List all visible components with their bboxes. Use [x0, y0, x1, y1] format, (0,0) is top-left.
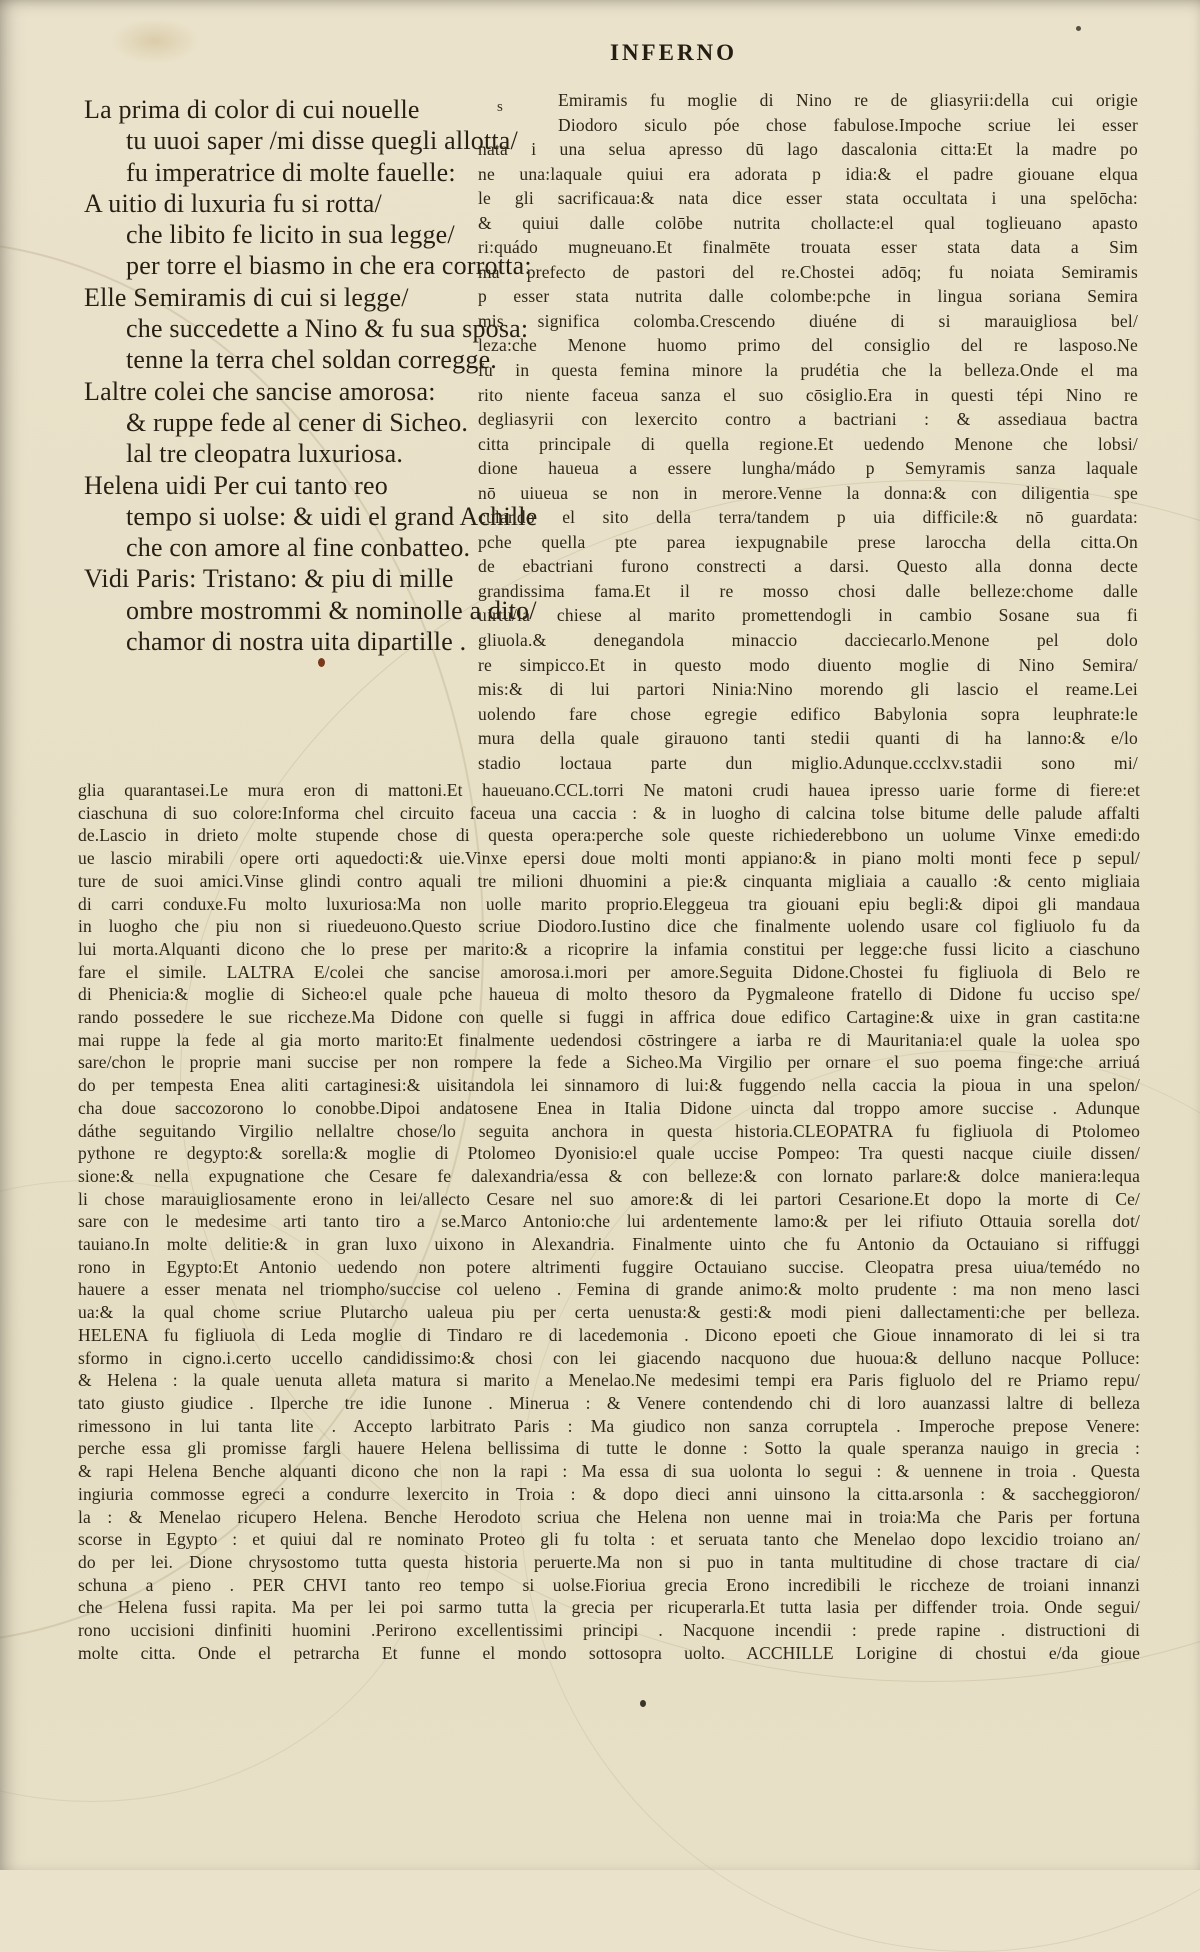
text-line: & rapi Helena Benche alquanti dicono che non la rapi : Ma essa di sua uolonta lo segui : & uennene in troia . Questa	[78, 1461, 1140, 1482]
poem-line: Laltre colei che sancise amorosa:	[84, 376, 436, 406]
commentary-line: culando el sito della terra/tandem p uia difficile:& nō guardata:	[478, 507, 1138, 528]
commentary-line: grandissima fama.Et il re mosso chosi dalle belleze:chome dalle	[478, 580, 1138, 601]
poem-line: tenne la terra chel soldan corregge.	[126, 345, 498, 375]
poem-line: per torre el biasmo in che era corrotta:	[126, 251, 532, 281]
commentary-line: Emiramis fu moglie di Nino re de gliasyrii:della cui origie	[558, 90, 1138, 110]
commentary-column	[478, 88, 1138, 775]
text-line: di carri conduxe.Fu molto luxuriosa:Ma non uolle marito proprio.Eleggeua tra giouani epiu begli:& dipoi gli mandaua	[78, 893, 1140, 914]
poem-line: Vidi Paris: Tristano: & piu di mille	[84, 564, 454, 594]
commentary-line: ri:quádo mugneuano.Et finalmēte trouata esser stata data a Sim	[478, 237, 1138, 258]
text-line: rono uccisioni dinfiniti huomini .Perirono excellentissimi principi . Nacquone incendii : prede rapine . distructioni di	[78, 1620, 1140, 1641]
poem-line: tempo si uolse: & uidi el grand Achille	[126, 501, 538, 531]
poem-line: che libito fe licito in sua legge/	[126, 220, 455, 250]
poem-line: ombre mostrommi & nominolle a dito/	[126, 595, 537, 625]
commentary-line: dione haueua a essere lungha/mádo p Semyramis sanza laquale	[478, 458, 1138, 479]
poem-line: & ruppe fede al cener di Sicheo.	[126, 407, 469, 437]
full-width-commentary	[78, 779, 1140, 1664]
text-line: rono in Egypto:Et Antonio uedendo non potere altrimenti fuggire Octauiano succise. Cleopatra presa uiua/temédo no	[78, 1256, 1140, 1277]
text-line: ciaschuna di suo colore:Informa chel circuito faceua una caccia : & in luogho di calcina tolse bitume delle palude affalti	[78, 802, 1140, 823]
text-line: in luogho che piu non si riuedeuono.Questo scriue Diodoro.Iustino dice che finalmente uolendo usare col figliuolo fu da	[78, 916, 1140, 937]
text-line: do per tempesta Enea aliti cartaginesi:& uisitandola lei sinnamoro di lui:& fuggendo nella caccia la pioua in una spelon/	[78, 1075, 1140, 1096]
guide-letter: s	[497, 99, 503, 115]
commentary-line: mis significa colomba.Crescendo diuéne di si marauigliosa bel/	[478, 310, 1138, 331]
commentary-line: Diodoro siculo póe chose fabulose.Impoche scriue lei esser	[558, 114, 1138, 135]
commentary-line: fu in questa femina minore la prudétia che la belleza.Onde el ma	[478, 360, 1138, 381]
commentary-line: p esser stata nutrita dalle colombe:pche in lingua soriana Semira	[478, 286, 1138, 307]
poem-line: fu imperatrice di molte fauelle:	[126, 157, 456, 187]
running-title: INFERNO	[610, 40, 738, 65]
text-line: rando possedere le sue riccheze.Ma Didone con quelle si fuggi in affrica doue edifico Cartagine:& uixe in gran castita:ne	[78, 1007, 1140, 1028]
poem-line: A uitio di luxuria fu si rotta/	[84, 188, 382, 218]
text-line: schuna a pieno . PER CHVI tanto reo tempo si uolse.Fioriua grecia Erono incredibili le riccheze de troiani innanzi	[78, 1574, 1140, 1595]
text-line: rimessono in lui tanta lite . Accepto larbitrato Paris : Ma giudico non sanza corruptela . Imperoche prepose Venere:	[78, 1415, 1140, 1436]
commentary-line: re simpicco.Et in questo modo diuento moglie di Nino Semira/	[478, 654, 1138, 675]
text-line: ua:& la qual chome scriue Plutarcho ualeua piu per certa uenusta:& gesti:& modi pieni dallectamenti:che per belleza.	[78, 1302, 1140, 1323]
commentary-line: uirtu/la chiese al marito promettendogli in cambio Sosane sua fi	[478, 605, 1138, 626]
poem-line: Helena uidi Per cui tanto reo	[84, 470, 388, 500]
poem-line: che succedette a Nino & fu sua sposa:	[126, 314, 529, 344]
commentary-line: stadio loctaua parte dun miglio.Adunque.ccclxv.stadii sono mi/	[478, 752, 1138, 773]
ink-speck	[640, 1700, 646, 1707]
text-line: hauere a esser menata nel triompho/succise col ueleno . Femina di grande animo:& molto prudente : ma non meno lasci	[78, 1279, 1140, 1300]
text-line: di Phenicia:& moglie di Sicheo:el quale pche haueua di molto thesoro da Pygmaleone fratello di Didone fu ucciso spe/	[78, 984, 1140, 1005]
text-line: mai ruppe la fede al gia morto marito:Et finalmente uedendosi cōstringere a iarba re di Mauritania:el quale la uolea spo	[78, 1029, 1140, 1050]
poem-line: tu uuoi saper /mi disse quegli allotta/	[126, 126, 518, 156]
commentary-line: ne una:laquale quiui era adorata p idia:& el padre giouane elqua	[478, 163, 1138, 184]
commentary-line: nata i una selua apresso dū lago dascalonia citta:Et la madre po	[478, 139, 1138, 160]
text-line: sione:& nella expugnatione che Cesare fe dalexandria/essa & con belleze:& con lornato parlare:& dolce maniera:lequa	[78, 1165, 1140, 1186]
text-line: lui morta.Alquanti dicono che lo prese per marito:& a ricoprire la infamia constitui per legge:che fussi licito a ciaschuno	[78, 938, 1140, 959]
text-line: scorse in Egypto : et quiui dal re nominato Proteo gli fu tolta : et seruata tanto che Menelao dopo lexcidio troiano an/	[78, 1529, 1140, 1550]
text-line: molte citta. Onde el petrarcha Et funne el mondo sottosopra uolto. ACCHILLE Lorigine di chostui e/da gioue	[78, 1642, 1140, 1663]
text-line: sare/chon le proprie mani succise per non rompere la fede a Sicheo.Ma Virgilio per ornare el suo poema finge:che arriuá	[78, 1052, 1140, 1073]
text-line: de.Lascio in drieto molte stupende chose di questa opera:perche sole queste richiederebbono un uolume Vinxe emedi:do	[78, 825, 1140, 846]
text-line: dáthe seguitando Virgilio nellaltre chose/lo seguita anchora in questa historia.CLEOPATRA fu figliuola di Ptolomeo	[78, 1120, 1140, 1141]
text-line: perche essa gli promisse fargli hauere Helena bellissima di tutte le donne : Sotto la quale speranza nauigo in grecia :	[78, 1438, 1140, 1459]
text-line: pythone re degypto:& sorella:& moglie di Ptolomeo Dyonisio:el quale uccise Pompeo: Tra questi nacque ciuile dissen/	[78, 1143, 1140, 1164]
commentary-line: pche quella pte parea iexpugnabile prese laroccha della citta.On	[478, 531, 1138, 552]
text-line: fare el simile. LALTRA E/colei che sancise amorosa.i.mori per amore.Seguita Didone.Chostei fu figliuola di Belo re	[78, 961, 1140, 982]
text-line: do per lei. Dione chrysostomo tutta questa historia peruerte.Ma non si puo in tanta multitudine di chose tractare di cia/	[78, 1551, 1140, 1572]
text-line: la : & Menelao ricupero Helena. Benche Herodoto scriua che Helena non uenne mai in troia:Ma che Paris per fortuna	[78, 1506, 1140, 1527]
text-line: ture de suoi amici.Vinse glindi contro aquali tre milioni dhuomini a pie:& cinquanta migliaia a cauallo :& cento migliaia	[78, 870, 1140, 891]
commentary-line: leza:che Menone huomo primo del consiglio del re lasposo.Ne	[478, 335, 1138, 356]
text-line: tauiano.In molte delitie:& in gran luxo uixono in Alexandria. Finalmente uinto che fu Antonio da Octauiano si riffuggi	[78, 1234, 1140, 1255]
commentary-line: le gli sacrificaua:& nata dice esser stata occultata i una spelōcha:	[478, 188, 1138, 209]
commentary-line: de ebactriani furono constrecti a darsi. Questo alla donna decte	[478, 556, 1138, 577]
text-line: li chose marauigliosamente erono in lei/allecto Cesare nel suo amore:& di lei partori Cesarione.Et dopo la morte di Ce/	[78, 1188, 1140, 1209]
poem-line: chamor di nostra uita dipartille .	[126, 627, 467, 657]
commentary-line: mura della quale girauono tanti stedii quanti di ha lanno:& e/lo	[478, 728, 1138, 749]
commentary-line: uolendo fare chose egregie edifico Babylonia sopra leuphrate:le	[478, 703, 1138, 724]
poem-line: La prima di color di cui nouelle	[84, 95, 420, 124]
commentary-line: degliasyrii con lexercito contro a bactriani : & assediaua bactra	[478, 409, 1138, 430]
commentary-line: gliuola.& denegandola minaccio dacciecarlo.Menone pel dolo	[478, 630, 1138, 651]
paper-stain	[110, 18, 200, 64]
commentary-line: & quiui dalle colōbe nutrita chollacte:el qual toglieuano apasto	[478, 212, 1138, 233]
text-line: tato giusto giudice . Ilperche tre idie Iunone . Minerua : & Venere contendendo chi di loro auanzassi laltre di belleza	[78, 1392, 1140, 1413]
ink-speck	[1076, 26, 1081, 31]
text-line: & Helena : la quale uenuta alleta matura si marito a Menelao.Ne medesimi tempi era Paris figluolo del re Priamo repu/	[78, 1370, 1140, 1391]
text-line: che Helena fussi rapita. Ma per lei poi sarmo tutta la grecia per ricuperarla.Et tutta lasia per diffender troia. Onde segui/	[78, 1597, 1140, 1618]
text-line: sare con le medesime arti tanto tiro a se.Marco Antonio:che lui ardentemente lamo:& per lei rifiuto Ottauia sorella dot/	[78, 1211, 1140, 1232]
ink-speck	[318, 658, 325, 667]
commentary-line: citta principale di quella regione.Et uedendo Menone che lobsi/	[478, 433, 1138, 454]
text-line: ingiuria commosse egreci a condurre lexercito in Troia : & dopo dieci anni uinsono la citta.arsonla : & saccheggioron/	[78, 1483, 1140, 1504]
poem-line: che con amore al fine conbatteo.	[126, 533, 471, 563]
poem-column	[84, 94, 538, 657]
commentary-line: nō uiueua se non in merore.Venne la donna:& con diligentia spe	[478, 482, 1138, 503]
text-line: HELENA fu figliuola di Leda moglie di Tindaro re di lacedemonia . Dicono epoeti che Gioue innamorato di lei si tra	[78, 1324, 1140, 1345]
commentary-line: rito niente faceua sanza el suo cōsiglio.Era in questi tépi Nino re	[478, 384, 1138, 405]
poem-line: Elle Semiramis di cui si legge/	[84, 282, 409, 312]
commentary-line: ma prefecto de pastori del re.Chostei adōq; fu noiata Semiramis	[478, 261, 1138, 282]
commentary-line: mis:& di lui partori Ninia:Nino morendo gli lascio el reame.Lei	[478, 679, 1138, 700]
text-line: cha doue saccozorono lo conobbe.Dipoi andatosene Enea in Italia Didone uincta dal troppo amore succise . Adunque	[78, 1097, 1140, 1118]
text-line: ue lascio mirabili opere orti aquedocti:& uie.Vinxe epersi doue molti monti appiano:& in piano molti monti fece p sepul/	[78, 848, 1140, 869]
poem-line: lal tre cleopatra luxuriosa.	[126, 439, 404, 469]
text-line: sformo in cigno.i.certo uccello candidissimo:& chosi con lei giacendo nacquono due huoua:& delluno nacque Polluce:	[78, 1347, 1140, 1368]
text-line: glia quarantasei.Le mura eron di mattoni.Et haueuano.CCL.torri Ne matoni crudi hauea ipresso uarie forme di fiere:et	[78, 780, 1140, 800]
